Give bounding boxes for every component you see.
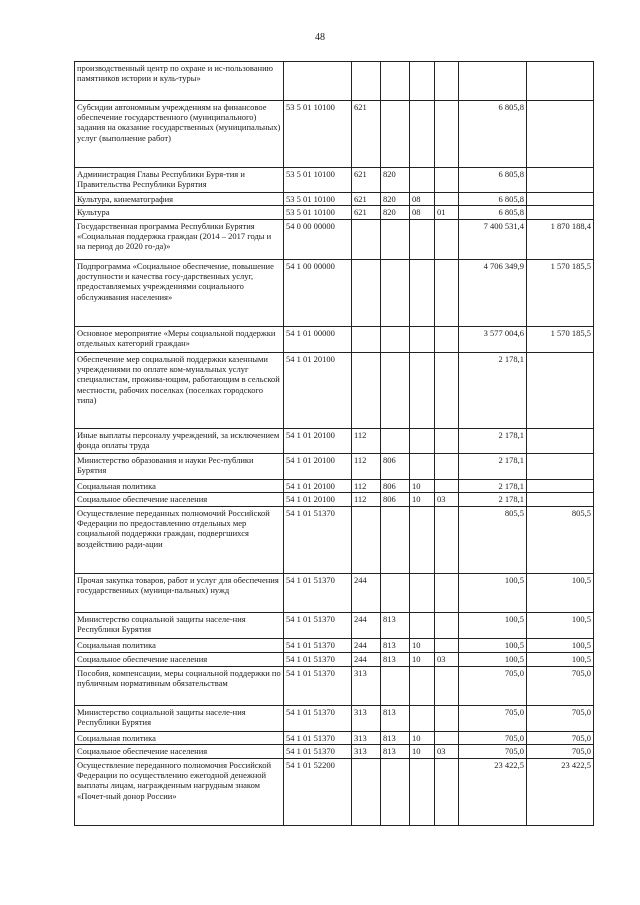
amount-total-cell: 3 577 004,6 [459, 327, 527, 353]
amount-federal-cell: 705,0 [527, 745, 594, 759]
classification-code-cell: 54 1 01 51370 [284, 574, 352, 613]
expense-type-cell: 313 [352, 732, 381, 745]
amount-total-cell: 705,0 [459, 667, 527, 706]
amount-total-cell: 100,5 [459, 653, 527, 667]
table-row [75, 493, 594, 507]
classification-code-cell: 54 1 01 00000 [284, 327, 352, 353]
expense-type-cell [352, 220, 381, 260]
subsection-cell [435, 706, 459, 732]
section-cell [410, 168, 435, 193]
expense-type-cell [352, 327, 381, 353]
amount-federal-cell: 705,0 [527, 732, 594, 745]
amount-federal-cell: 100,5 [527, 613, 594, 639]
amount-federal-cell: 805,5 [527, 507, 594, 574]
classification-code-cell: 54 1 00 00000 [284, 260, 352, 327]
section-cell: 10 [410, 493, 435, 507]
section-cell: 10 [410, 480, 435, 493]
amount-total-cell: 100,5 [459, 613, 527, 639]
admin-code-cell: 820 [381, 168, 410, 193]
amount-federal-cell [527, 101, 594, 168]
admin-code-cell [381, 759, 410, 826]
table-row [75, 759, 594, 826]
subsection-cell [435, 759, 459, 826]
section-cell [410, 220, 435, 260]
subsection-cell [435, 260, 459, 327]
section-cell [410, 454, 435, 480]
classification-code-cell: 54 1 01 51370 [284, 613, 352, 639]
classification-code-cell: 53 5 01 10100 [284, 101, 352, 168]
amount-total-cell: 705,0 [459, 745, 527, 759]
amount-federal-cell [527, 493, 594, 507]
section-cell: 10 [410, 732, 435, 745]
table-row [75, 732, 594, 745]
classification-code-cell: 54 1 01 20100 [284, 480, 352, 493]
table-row [75, 574, 594, 613]
expense-type-cell: 313 [352, 667, 381, 706]
amount-total-cell: 6 805,8 [459, 193, 527, 206]
table-row [75, 745, 594, 759]
admin-code-cell: 813 [381, 653, 410, 667]
admin-code-cell [381, 574, 410, 613]
subsection-cell [435, 639, 459, 653]
classification-code-cell: 54 1 01 51370 [284, 653, 352, 667]
classification-code-cell: 54 1 01 20100 [284, 429, 352, 454]
classification-code-cell: 54 1 01 20100 [284, 493, 352, 507]
row-name-cell: Государственная программа Республики Бурятия «Социальная поддержка граждан (2014 – 2017 годы и на период до 2020 го-да)» [75, 220, 284, 260]
amount-total-cell: 705,0 [459, 732, 527, 745]
table-row [75, 429, 594, 454]
amount-total-cell: 100,5 [459, 639, 527, 653]
amount-total-cell: 7 400 531,4 [459, 220, 527, 260]
expense-type-cell: 112 [352, 480, 381, 493]
amount-total-cell: 4 706 349,9 [459, 260, 527, 327]
section-cell [410, 613, 435, 639]
classification-code-cell: 54 1 01 51370 [284, 639, 352, 653]
expense-type-cell: 621 [352, 206, 381, 220]
amount-federal-cell: 705,0 [527, 667, 594, 706]
expense-type-cell [352, 759, 381, 826]
amount-federal-cell: 1 570 185,5 [527, 260, 594, 327]
classification-code-cell [284, 62, 352, 101]
row-name-cell: Обеспечение мер социальной поддержки казенными учреждениями по оплате ком-мунальных услуг специалистам, прожива-ющим, работающим в сельской местности, рабочих поселках (поселках городского типа) [75, 353, 284, 429]
expense-type-cell [352, 507, 381, 574]
amount-total-cell: 2 178,1 [459, 493, 527, 507]
classification-code-cell: 53 5 01 10100 [284, 206, 352, 220]
amount-federal-cell: 100,5 [527, 574, 594, 613]
subsection-cell [435, 353, 459, 429]
section-cell [410, 507, 435, 574]
amount-total-cell: 2 178,1 [459, 480, 527, 493]
row-name-cell: Осуществление переданного полномочия Российской Федерации по осуществлению ежегодной денежной выплаты лицам, награжденным нагрудным знаком «Почет-ный донор России» [75, 759, 284, 826]
admin-code-cell: 820 [381, 206, 410, 220]
section-cell [410, 62, 435, 101]
section-cell [410, 101, 435, 168]
subsection-cell: 03 [435, 653, 459, 667]
section-cell: 10 [410, 639, 435, 653]
row-name-cell: Министерство социальной защиты населе-ния Республики Бурятия [75, 706, 284, 732]
amount-federal-cell: 705,0 [527, 706, 594, 732]
row-name-cell: Социальная политика [75, 480, 284, 493]
expense-type-cell: 621 [352, 168, 381, 193]
admin-code-cell [381, 429, 410, 454]
amount-federal-cell: 100,5 [527, 653, 594, 667]
expense-type-cell: 313 [352, 745, 381, 759]
subsection-cell: 03 [435, 745, 459, 759]
table-row [75, 653, 594, 667]
admin-code-cell: 806 [381, 493, 410, 507]
classification-code-cell: 53 5 01 10100 [284, 168, 352, 193]
amount-federal-cell [527, 193, 594, 206]
amount-federal-cell: 23 422,5 [527, 759, 594, 826]
row-name-cell: производственный центр по охране и ис-пользованию памятников истории и куль-туры» [75, 62, 284, 101]
table-row [75, 206, 594, 220]
classification-code-cell: 54 0 00 00000 [284, 220, 352, 260]
subsection-cell [435, 168, 459, 193]
amount-federal-cell [527, 168, 594, 193]
row-name-cell: Культура, кинематография [75, 193, 284, 206]
table-row [75, 667, 594, 706]
admin-code-cell [381, 62, 410, 101]
subsection-cell [435, 62, 459, 101]
admin-code-cell [381, 667, 410, 706]
subsection-cell [435, 327, 459, 353]
section-cell: 08 [410, 206, 435, 220]
row-name-cell: Пособия, компенсации, меры социальной поддержки по публичным нормативным обязательствам [75, 667, 284, 706]
table-row [75, 480, 594, 493]
subsection-cell [435, 667, 459, 706]
admin-code-cell [381, 220, 410, 260]
classification-code-cell: 54 1 01 20100 [284, 353, 352, 429]
admin-code-cell: 813 [381, 706, 410, 732]
amount-total-cell: 23 422,5 [459, 759, 527, 826]
page-number: 48 [315, 32, 325, 43]
row-name-cell: Культура [75, 206, 284, 220]
amount-federal-cell: 1 870 188,4 [527, 220, 594, 260]
admin-code-cell: 806 [381, 480, 410, 493]
subsection-cell [435, 507, 459, 574]
amount-total-cell: 6 805,8 [459, 168, 527, 193]
row-name-cell: Администрация Главы Республики Буря-тия и Правительства Республики Бурятия [75, 168, 284, 193]
amount-total-cell: 100,5 [459, 574, 527, 613]
amount-federal-cell [527, 454, 594, 480]
expense-type-cell: 244 [352, 613, 381, 639]
amount-federal-cell [527, 206, 594, 220]
classification-code-cell: 54 1 01 51370 [284, 507, 352, 574]
row-name-cell: Социальная политика [75, 639, 284, 653]
section-cell [410, 667, 435, 706]
expense-type-cell: 244 [352, 639, 381, 653]
classification-code-cell: 53 5 01 10100 [284, 193, 352, 206]
table-row [75, 327, 594, 353]
amount-total-cell [459, 62, 527, 101]
table-row [75, 260, 594, 327]
row-name-cell: Осуществление переданных полномочий Российской Федерации по предоставлению отдельных мер социальной поддержки граждан, подвергшихся воздействию ради-ации [75, 507, 284, 574]
admin-code-cell: 813 [381, 745, 410, 759]
subsection-cell: 03 [435, 493, 459, 507]
table-row [75, 353, 594, 429]
row-name-cell: Прочая закупка товаров, работ и услуг для обеспечения государственных (муници-пальных) нужд [75, 574, 284, 613]
table-row [75, 454, 594, 480]
subsection-cell [435, 193, 459, 206]
amount-total-cell: 2 178,1 [459, 353, 527, 429]
expense-type-cell: 621 [352, 193, 381, 206]
table-row [75, 220, 594, 260]
expense-type-cell [352, 260, 381, 327]
amount-federal-cell [527, 353, 594, 429]
amount-total-cell: 2 178,1 [459, 429, 527, 454]
admin-code-cell: 806 [381, 454, 410, 480]
classification-code-cell: 54 1 01 51370 [284, 667, 352, 706]
classification-code-cell: 54 1 01 51370 [284, 745, 352, 759]
admin-code-cell: 813 [381, 732, 410, 745]
section-cell [410, 327, 435, 353]
expense-type-cell: 112 [352, 429, 381, 454]
row-name-cell: Министерство социальной защиты населе-ния Республики Бурятия [75, 613, 284, 639]
amount-federal-cell: 100,5 [527, 639, 594, 653]
amount-total-cell: 805,5 [459, 507, 527, 574]
expense-type-cell: 244 [352, 653, 381, 667]
section-cell: 08 [410, 193, 435, 206]
row-name-cell: Министерство образования и науки Рес-публики Бурятия [75, 454, 284, 480]
admin-code-cell [381, 260, 410, 327]
admin-code-cell [381, 327, 410, 353]
subsection-cell [435, 429, 459, 454]
table-row [75, 507, 594, 574]
table-row [75, 168, 594, 193]
amount-total-cell: 6 805,8 [459, 101, 527, 168]
section-cell: 10 [410, 653, 435, 667]
classification-code-cell: 54 1 01 52200 [284, 759, 352, 826]
admin-code-cell [381, 507, 410, 574]
amount-federal-cell [527, 62, 594, 101]
admin-code-cell [381, 353, 410, 429]
subsection-cell [435, 732, 459, 745]
amount-federal-cell: 1 570 185,5 [527, 327, 594, 353]
amount-federal-cell [527, 480, 594, 493]
table-row [75, 639, 594, 653]
classification-code-cell: 54 1 01 20100 [284, 454, 352, 480]
section-cell [410, 260, 435, 327]
row-name-cell: Подпрограмма «Социальное обеспечение, повышение доступности и качества госу-дарственных услуг, предоставляемых учреждениями социального обслуживания населения» [75, 260, 284, 327]
table-row [75, 62, 594, 101]
amount-federal-cell [527, 429, 594, 454]
section-cell [410, 706, 435, 732]
row-name-cell: Социальное обеспечение населения [75, 745, 284, 759]
section-cell [410, 353, 435, 429]
expense-type-cell: 112 [352, 493, 381, 507]
expense-type-cell [352, 62, 381, 101]
classification-code-cell: 54 1 01 51370 [284, 706, 352, 732]
expense-type-cell: 112 [352, 454, 381, 480]
subsection-cell [435, 101, 459, 168]
section-cell [410, 759, 435, 826]
table-row [75, 193, 594, 206]
section-cell [410, 429, 435, 454]
row-name-cell: Субсидии автономным учреждениям на финансовое обеспечение государственного (муниципального) задания на оказание государственных (муниципальных) услуг (выполнение работ) [75, 101, 284, 168]
subsection-cell [435, 480, 459, 493]
section-cell: 10 [410, 745, 435, 759]
row-name-cell: Иные выплаты персоналу учреждений, за исключением фонда оплаты труда [75, 429, 284, 454]
table-row [75, 613, 594, 639]
subsection-cell [435, 220, 459, 260]
row-name-cell: Социальное обеспечение населения [75, 653, 284, 667]
row-name-cell: Социальное обеспечение населения [75, 493, 284, 507]
subsection-cell: 01 [435, 206, 459, 220]
expense-type-cell: 313 [352, 706, 381, 732]
classification-code-cell: 54 1 01 51370 [284, 732, 352, 745]
table-row [75, 101, 594, 168]
amount-total-cell: 705,0 [459, 706, 527, 732]
budget-table [74, 61, 594, 826]
subsection-cell [435, 574, 459, 613]
subsection-cell [435, 454, 459, 480]
expense-type-cell [352, 353, 381, 429]
expense-type-cell: 621 [352, 101, 381, 168]
admin-code-cell: 813 [381, 639, 410, 653]
amount-total-cell: 2 178,1 [459, 454, 527, 480]
amount-total-cell: 6 805,8 [459, 206, 527, 220]
admin-code-cell: 813 [381, 613, 410, 639]
table-row [75, 706, 594, 732]
admin-code-cell: 820 [381, 193, 410, 206]
subsection-cell [435, 613, 459, 639]
row-name-cell: Основное мероприятие «Меры социальной поддержки отдельных категорий граждан» [75, 327, 284, 353]
admin-code-cell [381, 101, 410, 168]
row-name-cell: Социальная политика [75, 732, 284, 745]
expense-type-cell: 244 [352, 574, 381, 613]
section-cell [410, 574, 435, 613]
